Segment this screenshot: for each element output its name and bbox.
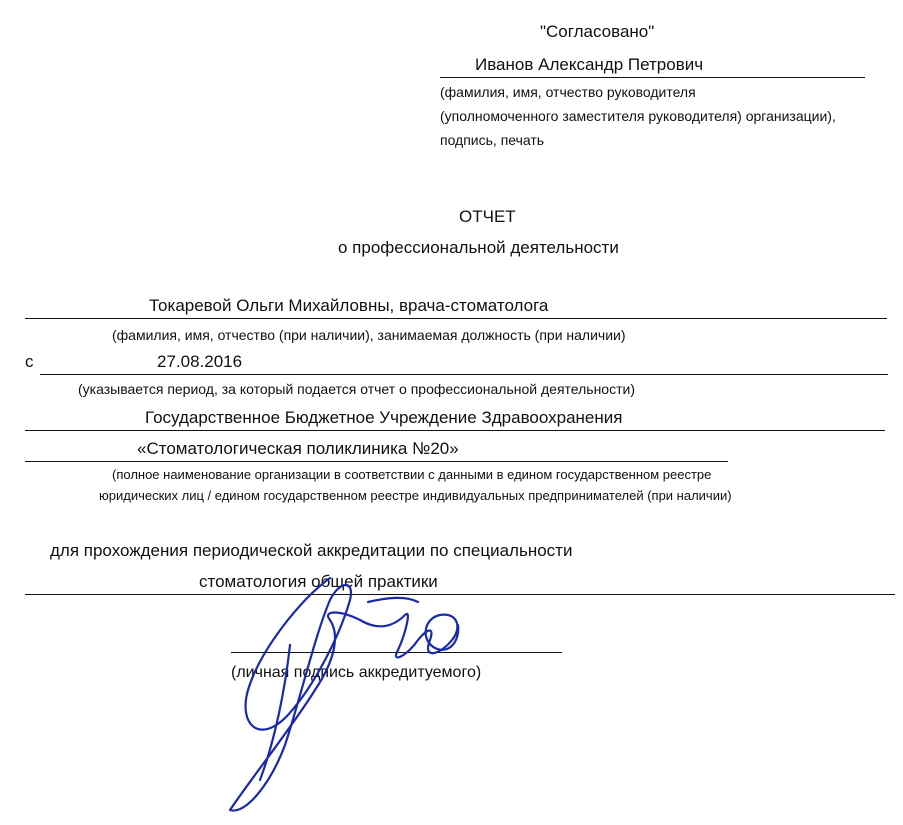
organization-line1-field (25, 408, 885, 431)
signature-hint: (личная подпись аккредитуемого) (231, 664, 482, 681)
period-from-label: с (25, 352, 34, 371)
person-hint: (фамилия, имя, отчество (при наличии), занимаемая должность (при наличии) (112, 327, 626, 343)
organization-line1: Государственное Бюджетное Учреждение Здравоохранения (145, 408, 623, 427)
organization-hint-line1: (полное наименование организации в соответствии с данными в едином государственном реестре (112, 467, 712, 482)
organization-hint-line2: юридических лиц / едином государственном реестре индивидуальных предпринимателей (при наличии) (99, 488, 732, 503)
specialty: стоматология общей практики (199, 572, 438, 591)
signature-stroke (230, 578, 458, 811)
report-subtitle: о профессиональной деятельности (338, 238, 619, 257)
director-note-line1: (фамилия, имя, отчество руководителя (440, 84, 696, 100)
period-date-field (40, 352, 888, 375)
accreditation-purpose: для прохождения периодической аккредитации по специальности (50, 541, 573, 560)
director-note-line2: (уполномоченного заместителя руководителя) организации), (440, 108, 836, 124)
report-title: ОТЧЕТ (459, 207, 516, 226)
organization-line2-field (25, 439, 728, 462)
period-from-date: 27.08.2016 (157, 352, 243, 371)
person-name-field (25, 296, 887, 319)
approval-heading: "Согласовано" (540, 22, 655, 41)
person-name-position: Токаревой Ольги Михайловны, врача-стоматолога (149, 296, 549, 315)
organization-line2: «Стоматологическая поликлиника №20» (137, 439, 459, 458)
handwritten-signature (190, 540, 520, 825)
period-hint: (указывается период, за который подается отчет о профессиональной деятельности) (78, 381, 635, 397)
director-name-field (440, 55, 865, 78)
director-name: Иванов Александр Петрович (475, 55, 704, 74)
director-note-line3: подпись, печать (440, 132, 545, 148)
